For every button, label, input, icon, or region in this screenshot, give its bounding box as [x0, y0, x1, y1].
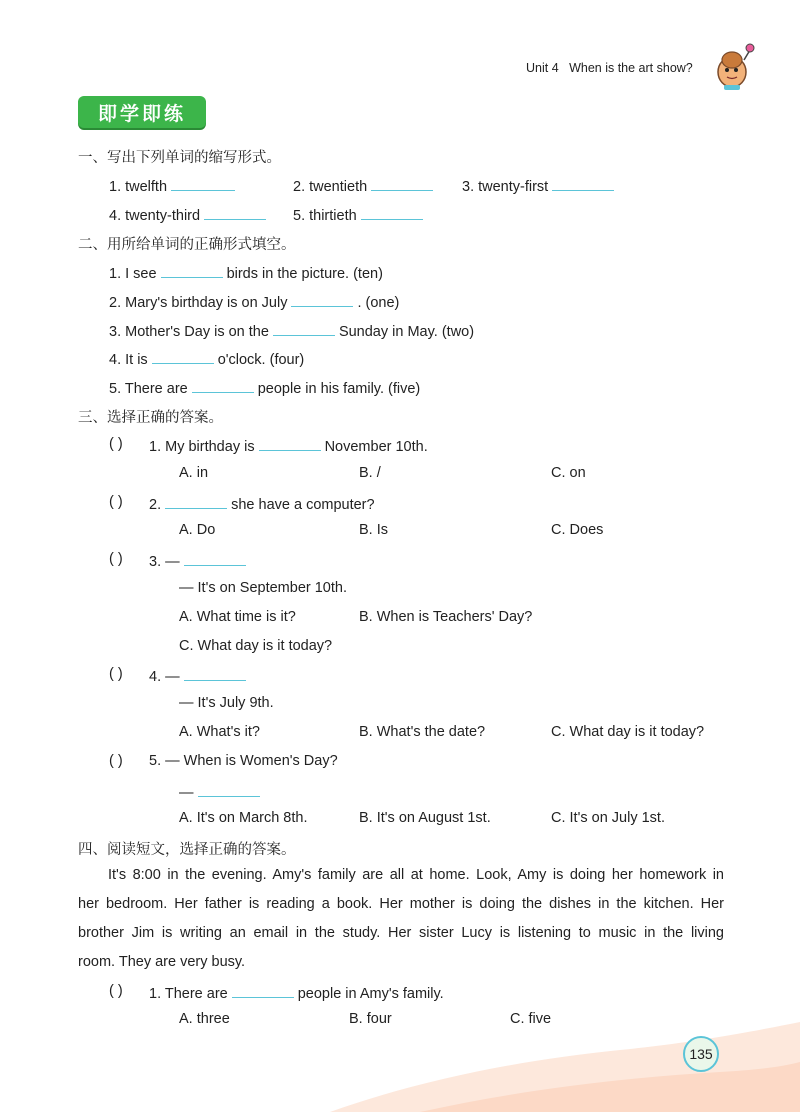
answer-paren[interactable]: ( ) [109, 494, 123, 510]
s3-q4: 4. — [149, 666, 250, 685]
s3-q1-option-b[interactable]: B. / [359, 465, 381, 481]
s3-q3-response: — It's on September 10th. [179, 580, 347, 596]
bottom-wave-decoration [0, 1000, 800, 1112]
section2-heading: 二、用所给单词的正确形式填空。 [78, 237, 296, 253]
s3-q2-option-c[interactable]: C. Does [551, 522, 604, 538]
s3-q2-option-b[interactable]: B. Is [359, 522, 389, 538]
s4-q1-option-a[interactable]: A. three [179, 1011, 230, 1027]
unit-header [526, 61, 693, 75]
s4-q1-option-b[interactable]: B. four [349, 1011, 392, 1027]
answer-blank[interactable] [204, 205, 266, 220]
s3-q5-option-a[interactable]: A. It's on March 8th. [179, 810, 308, 826]
passage-line: her bedroom. Her father is reading a book. Her mother is doing the dishes in the kitchen. Her [78, 896, 724, 912]
answer-blank[interactable] [361, 205, 423, 220]
section4-heading: 四、阅读短文，选择正确的答案。 [78, 842, 296, 858]
answer-paren[interactable]: ( ) [109, 753, 123, 769]
answer-blank[interactable] [552, 176, 614, 191]
s2-item-3: 3. Mother's Day is on the Sunday in May. (two) [109, 321, 474, 340]
section1-heading: 一、写出下列单词的缩写形式。 [78, 150, 281, 166]
answer-blank[interactable] [273, 321, 335, 336]
s1-item-3: 3. twenty-first [462, 176, 618, 195]
s4-q1-option-c[interactable]: C. five [510, 1011, 552, 1027]
answer-blank[interactable] [192, 378, 254, 393]
s3-q5: 5. — When is Women's Day? [149, 753, 338, 769]
s3-q4-response: — It's July 9th. [179, 695, 274, 711]
unit-label: Unit 4 [526, 61, 559, 75]
passage-line: room. They are very busy. [78, 954, 246, 970]
s3-q5-response: — [179, 782, 264, 801]
s3-q2-option-a[interactable]: A. Do [179, 522, 216, 538]
s3-q4-option-b[interactable]: B. What's the date? [359, 724, 486, 740]
s2-item-1: 1. I see birds in the picture. (ten) [109, 263, 383, 282]
s3-q2: 2. she have a computer? [149, 494, 375, 513]
s3-q4-option-c[interactable]: C. What day is it today? [551, 724, 705, 740]
passage-line: It's 8:00 in the evening. Amy's family are all at home. Look, Amy is doing her homework in [108, 867, 724, 883]
passage-line: brother Jim is writing an email in the study. Her sister Lucy is listening to music in the living [78, 925, 724, 941]
s3-q3-option-b[interactable]: B. When is Teachers' Day? [359, 609, 533, 625]
answer-blank[interactable] [232, 983, 294, 998]
answer-paren[interactable]: ( ) [109, 436, 123, 452]
page-number: 135 [683, 1036, 719, 1072]
s3-q5-option-b[interactable]: B. It's on August 1st. [359, 810, 491, 826]
s3-q3: 3. — [149, 551, 250, 570]
s3-q3-option-c[interactable]: C. What day is it today? [179, 638, 333, 654]
s3-q1-option-a[interactable]: A. in [179, 465, 209, 481]
cartoon-mascot-icon [712, 42, 756, 90]
answer-blank[interactable] [184, 666, 246, 681]
answer-paren[interactable]: ( ) [109, 983, 123, 999]
s3-q4-option-a[interactable]: A. What's it? [179, 724, 260, 740]
section3-heading: 三、选择正确的答案。 [78, 410, 223, 426]
answer-paren[interactable]: ( ) [109, 551, 123, 567]
unit-title: When is the art show? [569, 61, 693, 75]
s1-item-2: 2. twentieth [293, 176, 437, 195]
reading-passage [78, 861, 724, 977]
s1-item-4: 4. twenty-third [109, 205, 270, 224]
answer-blank[interactable] [171, 176, 235, 191]
s3-q1: 1. My birthday is November 10th. [149, 436, 428, 455]
answer-paren[interactable]: ( ) [109, 666, 123, 682]
answer-blank[interactable] [165, 494, 227, 509]
s2-item-5: 5. There are people in his family. (five) [109, 378, 420, 397]
s2-item-4: 4. It is o'clock. (four) [109, 349, 304, 368]
s3-q3-option-a[interactable]: A. What time is it? [179, 609, 296, 625]
answer-blank[interactable] [152, 349, 214, 364]
answer-blank[interactable] [259, 436, 321, 451]
s1-item-5: 5. thirtieth [293, 205, 427, 224]
badge-label: 即学即练 [97, 102, 186, 125]
s4-q1: 1. There are people in Amy's family. [149, 983, 444, 1002]
answer-blank[interactable] [291, 292, 353, 307]
answer-blank[interactable] [198, 782, 260, 797]
s1-item-1: 1. twelfth [109, 176, 239, 195]
s3-q5-option-c[interactable]: C. It's on July 1st. [551, 810, 665, 826]
answer-blank[interactable] [161, 263, 223, 278]
practice-badge [78, 96, 206, 128]
answer-blank[interactable] [371, 176, 433, 191]
answer-blank[interactable] [184, 551, 246, 566]
s2-item-2: 2. Mary's birthday is on July . (one) [109, 292, 399, 311]
s3-q1-option-c[interactable]: C. on [551, 465, 586, 481]
